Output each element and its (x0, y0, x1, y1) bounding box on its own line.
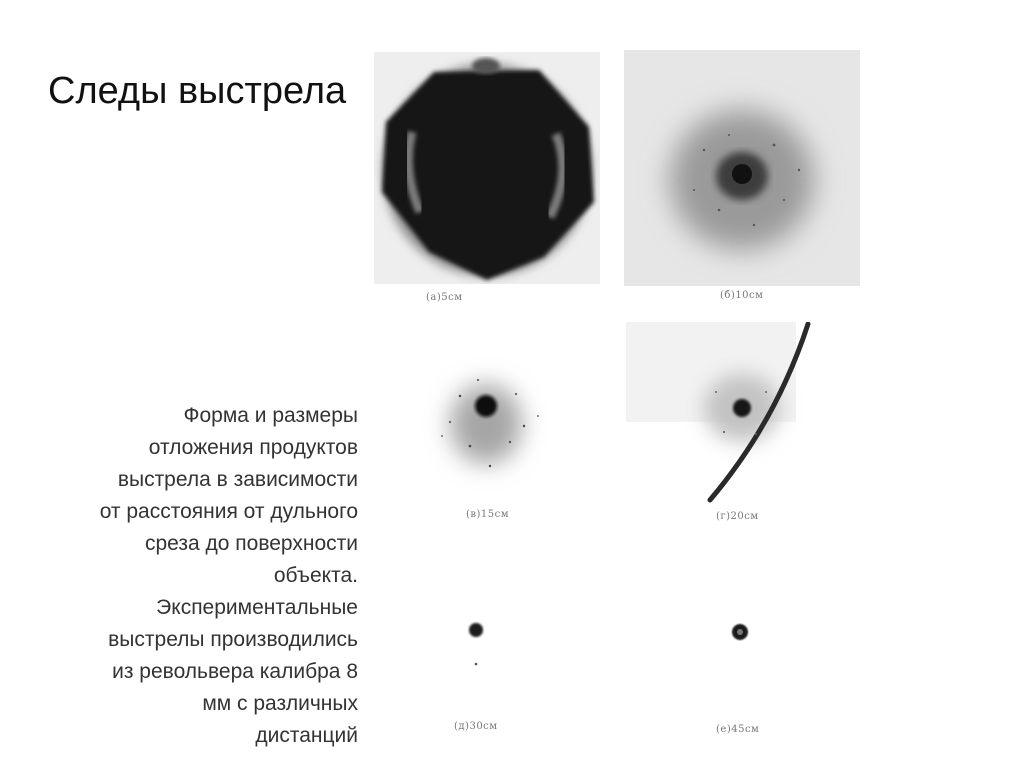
description-text (30, 400, 358, 752)
description-line: Форма и размеры (183, 404, 358, 427)
gunshot-image-10cm (624, 50, 860, 286)
gunshot-image-20cm (626, 322, 860, 506)
panel-caption-20cm: (г)20см (716, 511, 759, 522)
description-line: из револьвера калибра 8 (112, 660, 358, 683)
description-line: выстрелы производились (108, 628, 358, 651)
panel-caption-30cm: (д)30см (454, 721, 498, 732)
gunshot-image-15cm (420, 346, 570, 496)
gunshot-image-5cm (374, 52, 600, 284)
description-line: среза до поверхности (144, 532, 358, 555)
description-line: отложения продуктов (148, 436, 358, 459)
description-line: дистанций (255, 724, 358, 747)
description-line: Экспериментальные (156, 596, 358, 619)
gunshot-image-45cm (720, 612, 760, 652)
description-line: мм с различных (202, 692, 358, 715)
panel-caption-45cm: (е)45см (716, 724, 760, 735)
description-line: объекта. (273, 564, 358, 587)
panel-caption-15cm: (в)15см (466, 509, 510, 520)
gunshot-image-30cm (450, 610, 510, 670)
description-line: выстрела в зависимости (117, 468, 358, 491)
panel-caption-10cm: (б)10см (720, 290, 764, 301)
description-line: от расстояния от дульного (99, 500, 358, 523)
panel-caption-5cm: (а)5см (426, 292, 463, 303)
slide-title: Следы выстрела (48, 70, 347, 112)
